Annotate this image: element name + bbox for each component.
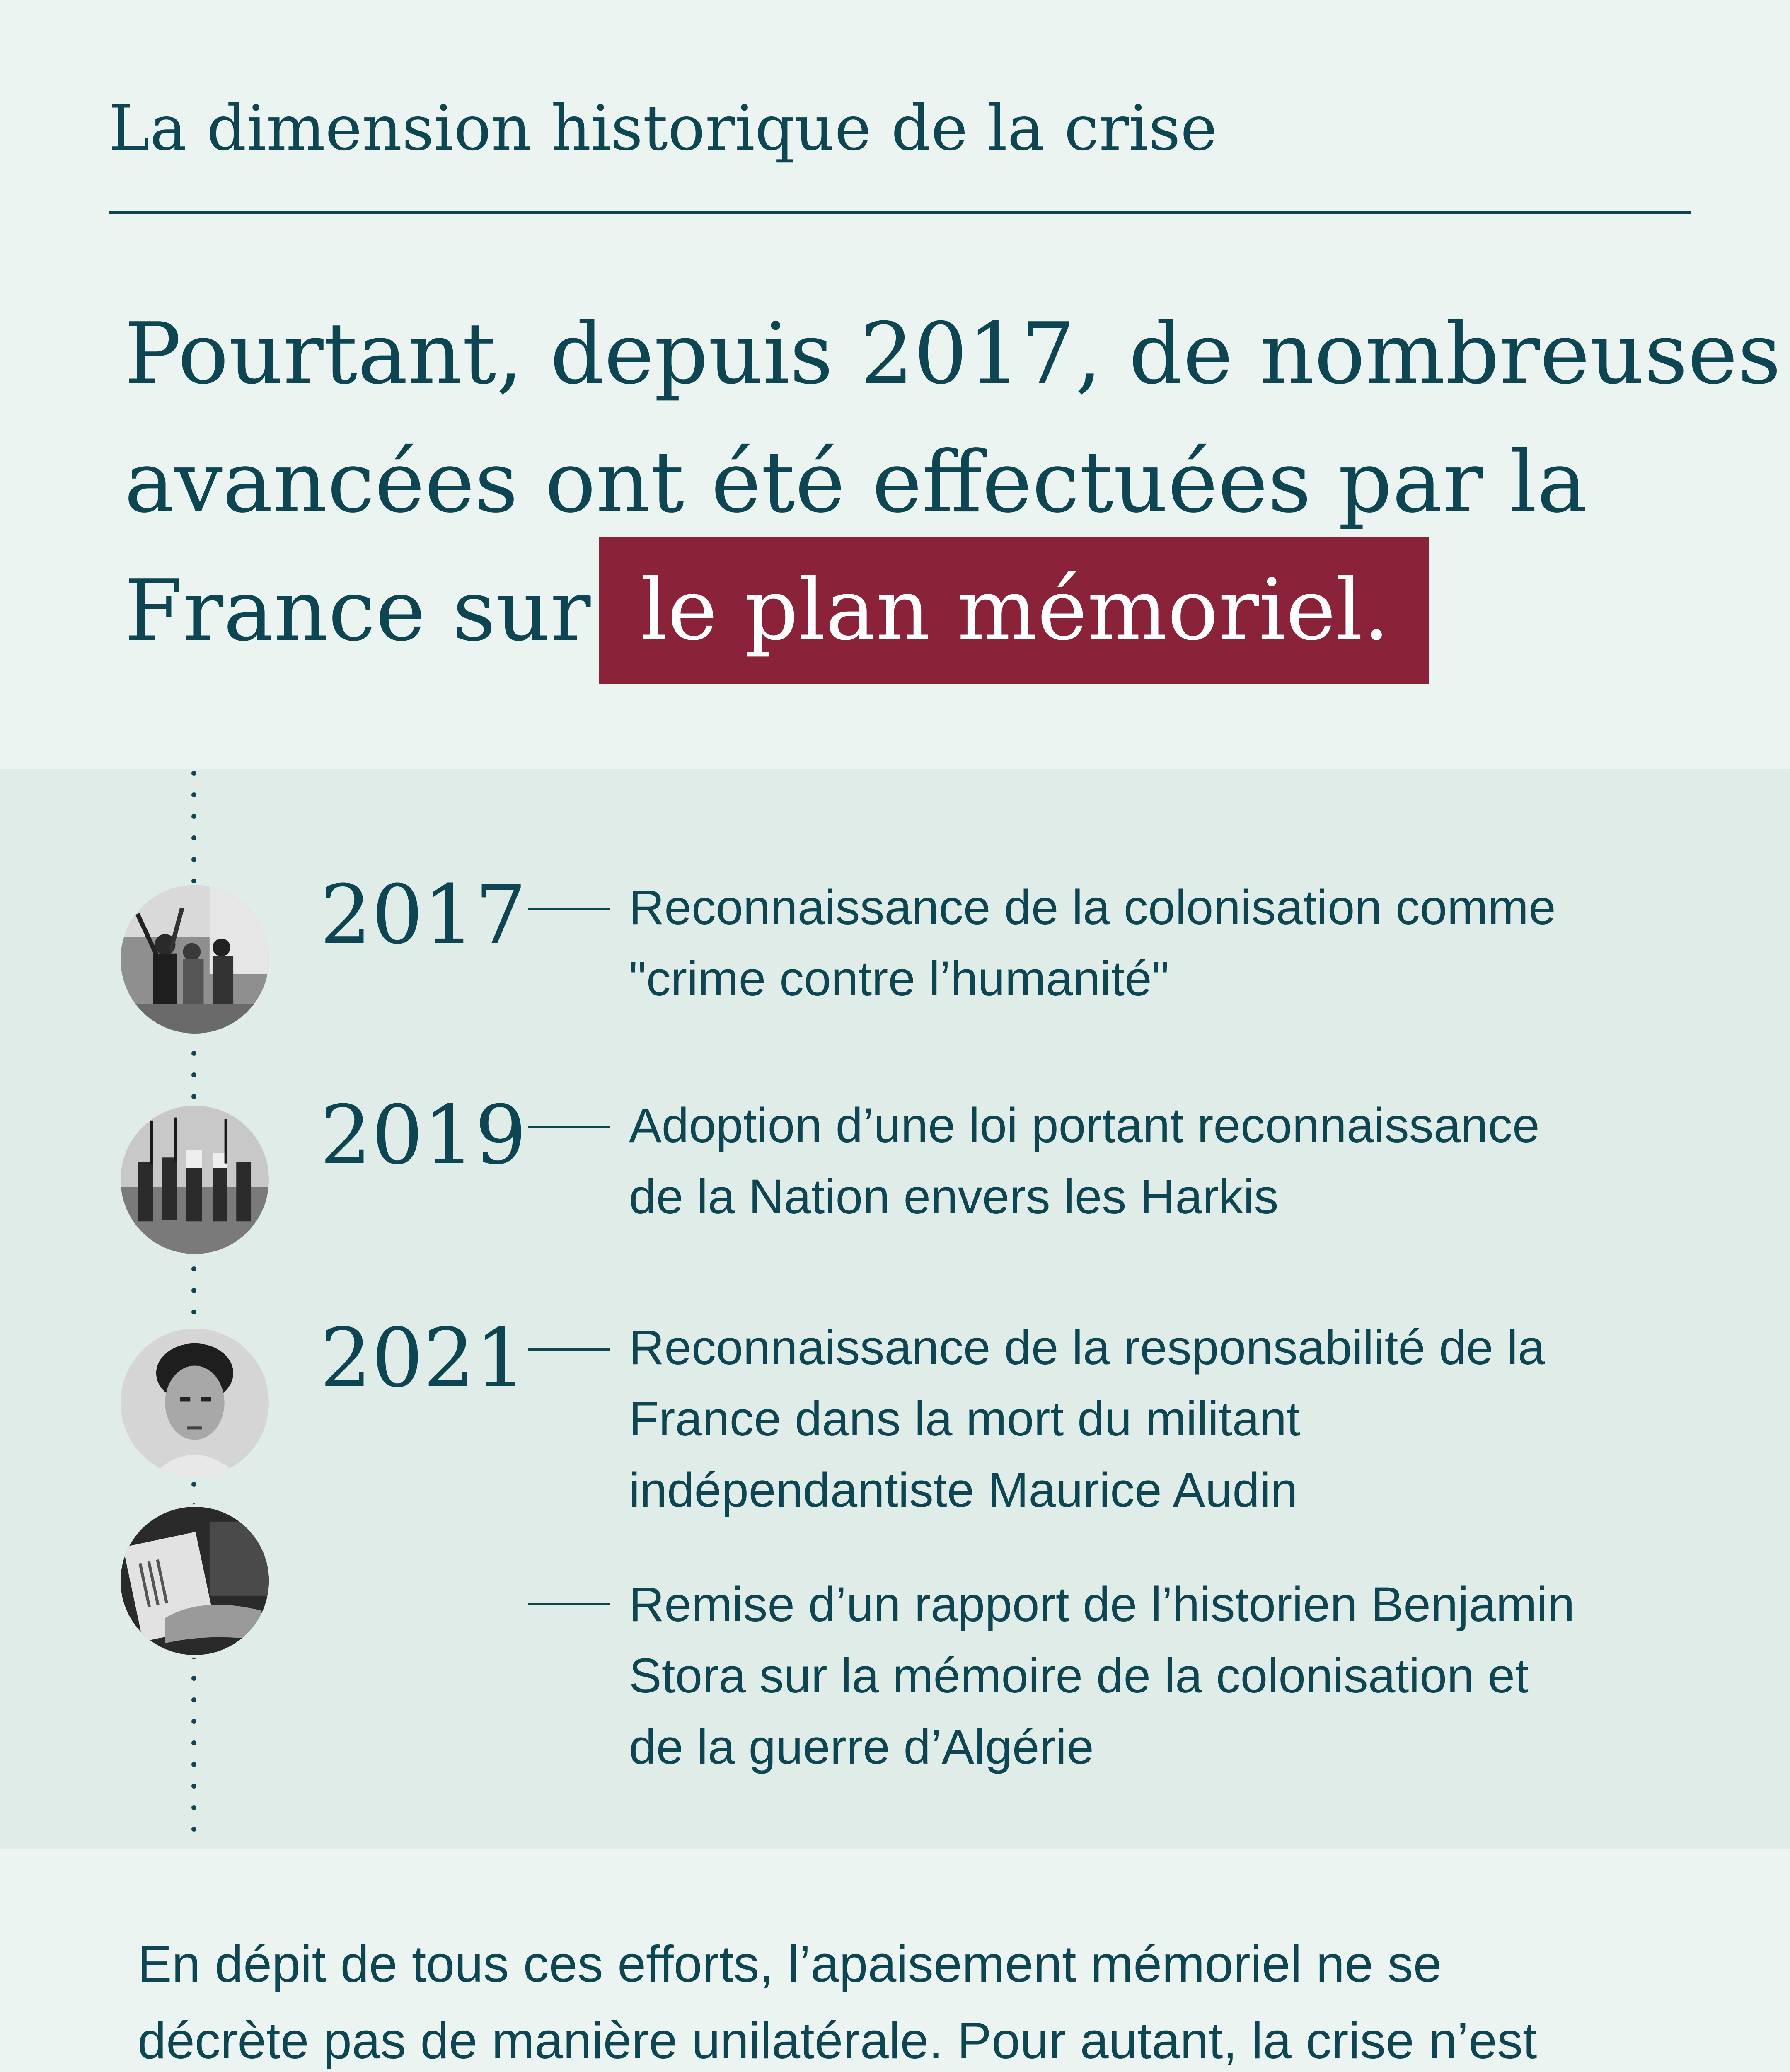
event-text-line: indépendantiste Maurice Audin (629, 1463, 1298, 1518)
timeline-event-report (629, 1569, 1773, 1783)
event-text-line: Adoption d’une loi portant reconnaissance (629, 1098, 1540, 1153)
crowd-photo (118, 883, 271, 1036)
timeline-event-2019 (629, 1090, 1773, 1232)
timeline-connector (528, 908, 610, 910)
portrait-photo (118, 1326, 271, 1479)
conclusion-line-2: décrète pas de manière unilatérale. Pour autant, la crise n’est (138, 2012, 1537, 2070)
lead-line-2: avancées ont été effectuées par la (124, 433, 1587, 532)
timeline-connector (528, 1348, 610, 1351)
lead-line-3 (124, 547, 1707, 684)
event-text-line: Remise d’un rapport de l’historien Benjamin (629, 1577, 1575, 1632)
event-text-line: de la guerre d’Algérie (629, 1720, 1094, 1774)
conclusion-paragraph (138, 1926, 1733, 2072)
event-text-line: Reconnaissance de la colonisation comme (629, 880, 1556, 935)
timeline-year-2017: 2017 (320, 868, 527, 962)
lead-line-1: Pourtant, depuis 2017, de nombreuses (124, 305, 1781, 403)
event-text-line: France dans la mort du militant (629, 1392, 1300, 1446)
timeline-connector (528, 1603, 610, 1605)
timeline-connector (528, 1126, 610, 1128)
timeline-event-2021 (629, 1312, 1773, 1526)
conclusion-line-1: En dépit de tous ces efforts, l’apaisement mémoriel ne se (138, 1936, 1442, 1993)
event-text-line: "crime contre l’humanité" (629, 951, 1169, 1006)
event-text-line: de la Nation envers les Harkis (629, 1169, 1279, 1224)
timeline-year-2019: 2019 (320, 1088, 527, 1183)
lead-paragraph (124, 290, 1781, 684)
lead-line-3-prefix: France sur (124, 562, 591, 660)
section-title: La dimension historique de la crise (109, 92, 1217, 165)
event-text-line: Stora sur la mémoire de la colonisation et (629, 1648, 1529, 1703)
timeline-year-2021: 2021 (320, 1311, 527, 1406)
soldiers-photo (118, 1103, 271, 1256)
timeline-event-2017 (629, 872, 1773, 1014)
title-divider (109, 211, 1691, 214)
event-text-line: Reconnaissance de la responsabilité de la (629, 1320, 1545, 1375)
highlight-label: le plan mémoriel. (599, 537, 1430, 684)
report-photo (118, 1504, 271, 1658)
